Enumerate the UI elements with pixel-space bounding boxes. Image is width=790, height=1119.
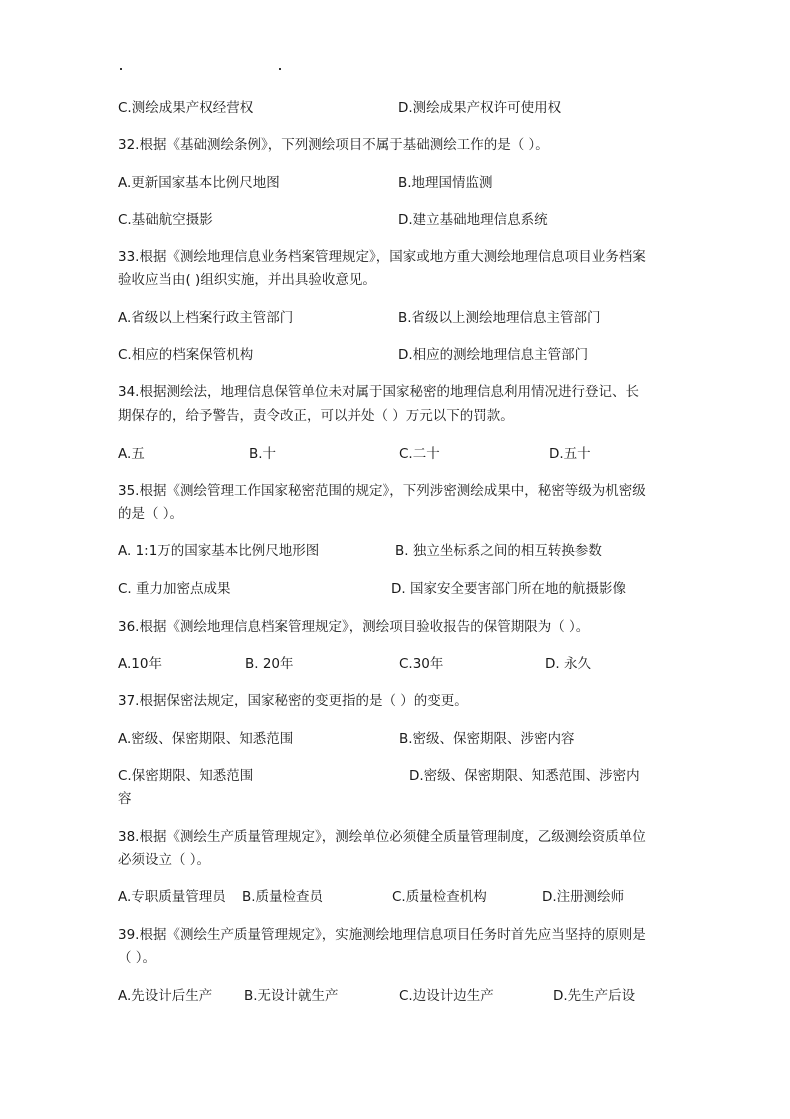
option: B. 独立坐标系之间的相互转换参数 <box>395 543 602 559</box>
question-stem: 38.根据《测绘生产质量管理规定》，测绘单位必须健全质量管理制度，乙级测绘资质单位 <box>118 829 646 845</box>
question-stem: 35.根据《测绘管理工作国家秘密范围的规定》，下列涉密测绘成果中，秘密等级为机密级 <box>118 483 646 499</box>
option: A.10年 <box>118 656 162 672</box>
option: A. 1:1万的国家基本比例尺地形图 <box>118 543 320 559</box>
question-stem: 34.根据测绘法，地理信息保管单位未对属于国家秘密的地理信息利用情况进行登记、长 <box>118 384 639 400</box>
option: C.保密期限、知悉范围 <box>118 768 254 784</box>
option: A.先设计后生产 <box>118 988 213 1004</box>
option: B.质量检查员 <box>242 889 324 905</box>
option: A.更新国家基本比例尺地图 <box>118 175 280 191</box>
question-stem: 期保存的，给予警告，责令改正，可以并处（ ）万元以下的罚款。 <box>118 408 514 424</box>
question-stem: 必须设立（ ）。 <box>118 852 211 868</box>
option: B. 20年 <box>245 656 294 672</box>
question-stem: 验收应当由( )组织实施，并出具验收意见。 <box>118 272 376 288</box>
option: B.密级、保密期限、涉密内容 <box>399 731 575 747</box>
option: A.密级、保密期限、知悉范围 <box>118 731 294 747</box>
option: C. 重力加密点成果 <box>118 581 231 597</box>
option: D.先生产后设 <box>553 988 636 1004</box>
option: D.建立基础地理信息系统 <box>398 212 548 228</box>
option: D. 国家安全要害部门所在地的航摄影像 <box>391 581 626 597</box>
stray-dot <box>279 68 281 70</box>
option: C.基础航空摄影 <box>118 212 213 228</box>
question-stem: 37.根据保密法规定，国家秘密的变更指的是（ ）的变更。 <box>118 693 468 709</box>
option: C.质量检查机构 <box>392 889 487 905</box>
question-stem: 的是（ ）。 <box>118 506 184 522</box>
option: D.密级、保密期限、知悉范围、涉密内 <box>409 768 640 784</box>
question-stem: （ ）。 <box>118 950 157 966</box>
option: A.省级以上档案行政主管部门 <box>118 310 294 326</box>
option: 容 <box>118 791 132 807</box>
option: A.专职质量管理员 <box>118 889 226 905</box>
question-stem: 36.根据《测绘地理信息档案管理规定》，测绘项目验收报告的保管期限为（ ）。 <box>118 619 590 635</box>
option: B.无设计就生产 <box>244 988 339 1004</box>
option: A.五 <box>118 446 145 462</box>
option: B.十 <box>249 446 277 462</box>
option: D. 永久 <box>545 656 591 672</box>
option: B.省级以上测绘地理信息主管部门 <box>398 310 601 326</box>
question-stem: 33.根据《测绘地理信息业务档案管理规定》，国家或地方重大测绘地理信息项目业务档案 <box>118 249 646 265</box>
option: D.五十 <box>549 446 591 462</box>
option: C.测绘成果产权经营权 <box>118 100 254 116</box>
question-stem: 39.根据《测绘生产质量管理规定》，实施测绘地理信息项目任务时首先应当坚持的原则是 <box>118 927 646 943</box>
option: D.相应的测绘地理信息主管部门 <box>398 347 589 363</box>
stray-dot <box>120 68 122 70</box>
option: B.地理国情监测 <box>398 175 493 191</box>
option: D.测绘成果产权许可使用权 <box>398 100 562 116</box>
option: C.30年 <box>399 656 444 672</box>
option: C.相应的档案保管机构 <box>118 347 254 363</box>
option: C.二十 <box>399 446 440 462</box>
question-stem: 32.根据《基础测绘条例》，下列测绘项目不属于基础测绘工作的是（ ）。 <box>118 137 549 153</box>
option: C.边设计边生产 <box>399 988 494 1004</box>
option: D.注册测绘师 <box>542 889 625 905</box>
